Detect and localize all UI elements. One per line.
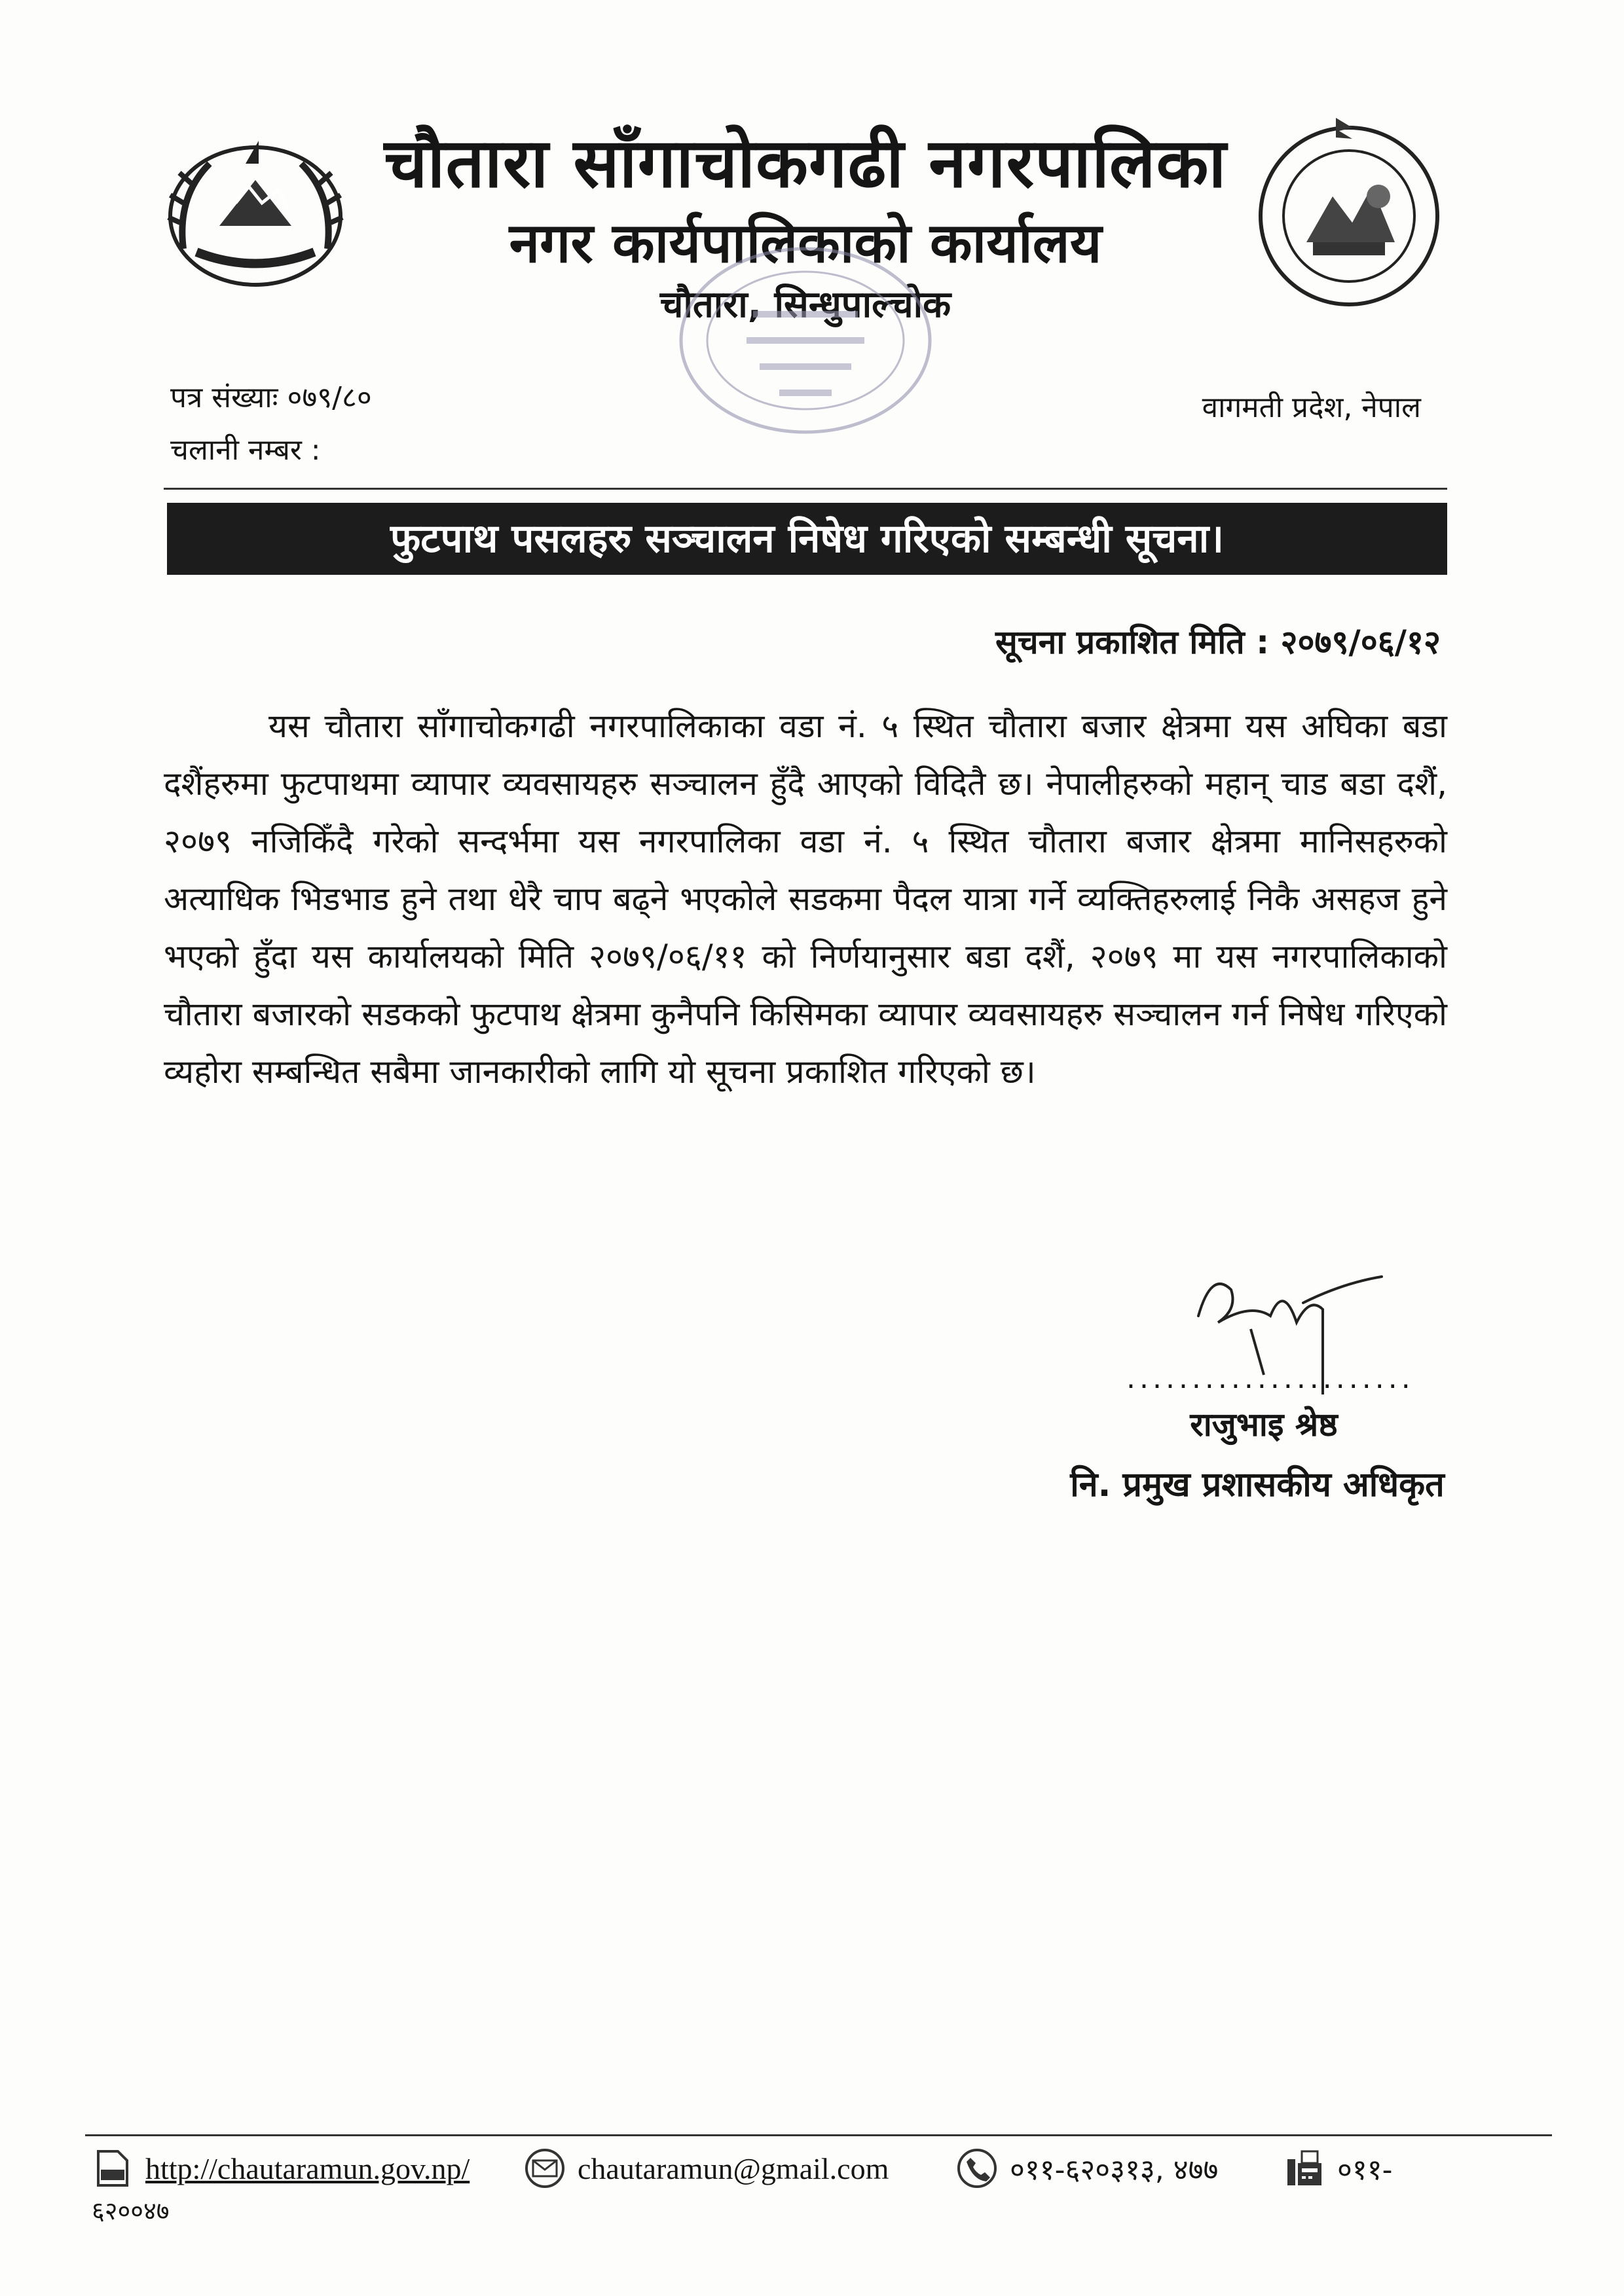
header-divider xyxy=(164,488,1447,490)
province-address: वागमती प्रदेश, नेपाल xyxy=(1202,391,1421,424)
municipality-name: चौतारा साँगाचोकगढी नगरपालिका xyxy=(384,123,1227,203)
dispatch-number: चलानी नम्बर : xyxy=(170,433,321,467)
municipality-seal-icon xyxy=(1247,111,1450,314)
fax-number-suffix: ६२००४७ xyxy=(92,2196,170,2225)
signature-line: ...................... xyxy=(1126,1362,1414,1395)
website-link[interactable]: http://chautaramun.gov.np/ xyxy=(145,2151,470,2185)
office-address: चौतारा, सिन्धुपाल्चोक xyxy=(659,283,951,326)
footer-email[interactable] xyxy=(524,2147,889,2189)
envelope-icon xyxy=(524,2147,566,2189)
signatory-title: नि. प्रमुख प्रशासकीय अधिकृत xyxy=(1070,1465,1445,1504)
signatory-name: राजुभाइ श्रेष्ठ xyxy=(1190,1406,1338,1444)
office-stamp-icon xyxy=(661,236,950,452)
phone-number: ०११-६२०३१३, ४७७ xyxy=(1010,2153,1219,2187)
office-name: नगर कार्यपालिकाको कार्यालय xyxy=(509,211,1102,275)
nepal-government-emblem-icon xyxy=(157,118,354,301)
url-icon xyxy=(92,2147,134,2189)
footer-website[interactable] xyxy=(92,2147,470,2189)
notice-title: फुटपाथ पसलहरु सञ्चालन निषेध गरिएको सम्बन्धी सूचना। xyxy=(390,516,1224,562)
footer-phone xyxy=(956,2147,1218,2189)
email-address[interactable]: chautaramun@gmail.com xyxy=(578,2151,889,2185)
published-date: सूचना प्रकाशित मिति : २०७९/०६/१२ xyxy=(995,623,1441,661)
letter-number: पत्र संख्याः ०७९/८० xyxy=(170,381,372,414)
phone-icon xyxy=(956,2147,998,2189)
notice-body: यस चौतारा साँगाचोकगढी नगरपालिकाका वडा नं. ५ स्थित चौतारा बजार क्षेत्रमा यस अघिका बडा दशैंहरुमा फुटपाथमा व्यापार व्यवसायहरु सञ्चालन हुँदै आएको विदितै छ। नेपालीहरुको महान् चाड बडा दशैं, २०७९ नजिकिँदै गरेको सन्दर्भमा यस नगरपालिका वडा नं. ५ स्थित चौतारा बजार क्षेत्रमा मानिसहरुको अत्याधिक भिडभाड हुने तथा धेरै चाप बढ्ने भएकोले सडकमा पैदल यात्रा गर्ने व्यक्तिहरुलाई निकै असहज हुने भएको हुँदा यस कार्यालयको मिति २०७९/०६/११ को निर्णयानुसार बडा दशैं, २०७९ मा यस नगरपालिकाको चौतारा बजारको सडकको फुटपाथ क्षेत्रमा कुनैपनि किसिमका व्यापार व्यवसायहरु सञ्चालन गर्न निषेध गरिएको व्यहोरा सम्बन्धित सबैमा जानकारीको लागि यो सूचना प्रकाशित गरिएको छ। xyxy=(164,707,1447,1091)
fax-icon xyxy=(1283,2147,1325,2189)
footer-divider xyxy=(85,2134,1552,2136)
fax-number-prefix: ०११- xyxy=(1337,2153,1393,2187)
footer-fax xyxy=(1283,2147,1393,2189)
